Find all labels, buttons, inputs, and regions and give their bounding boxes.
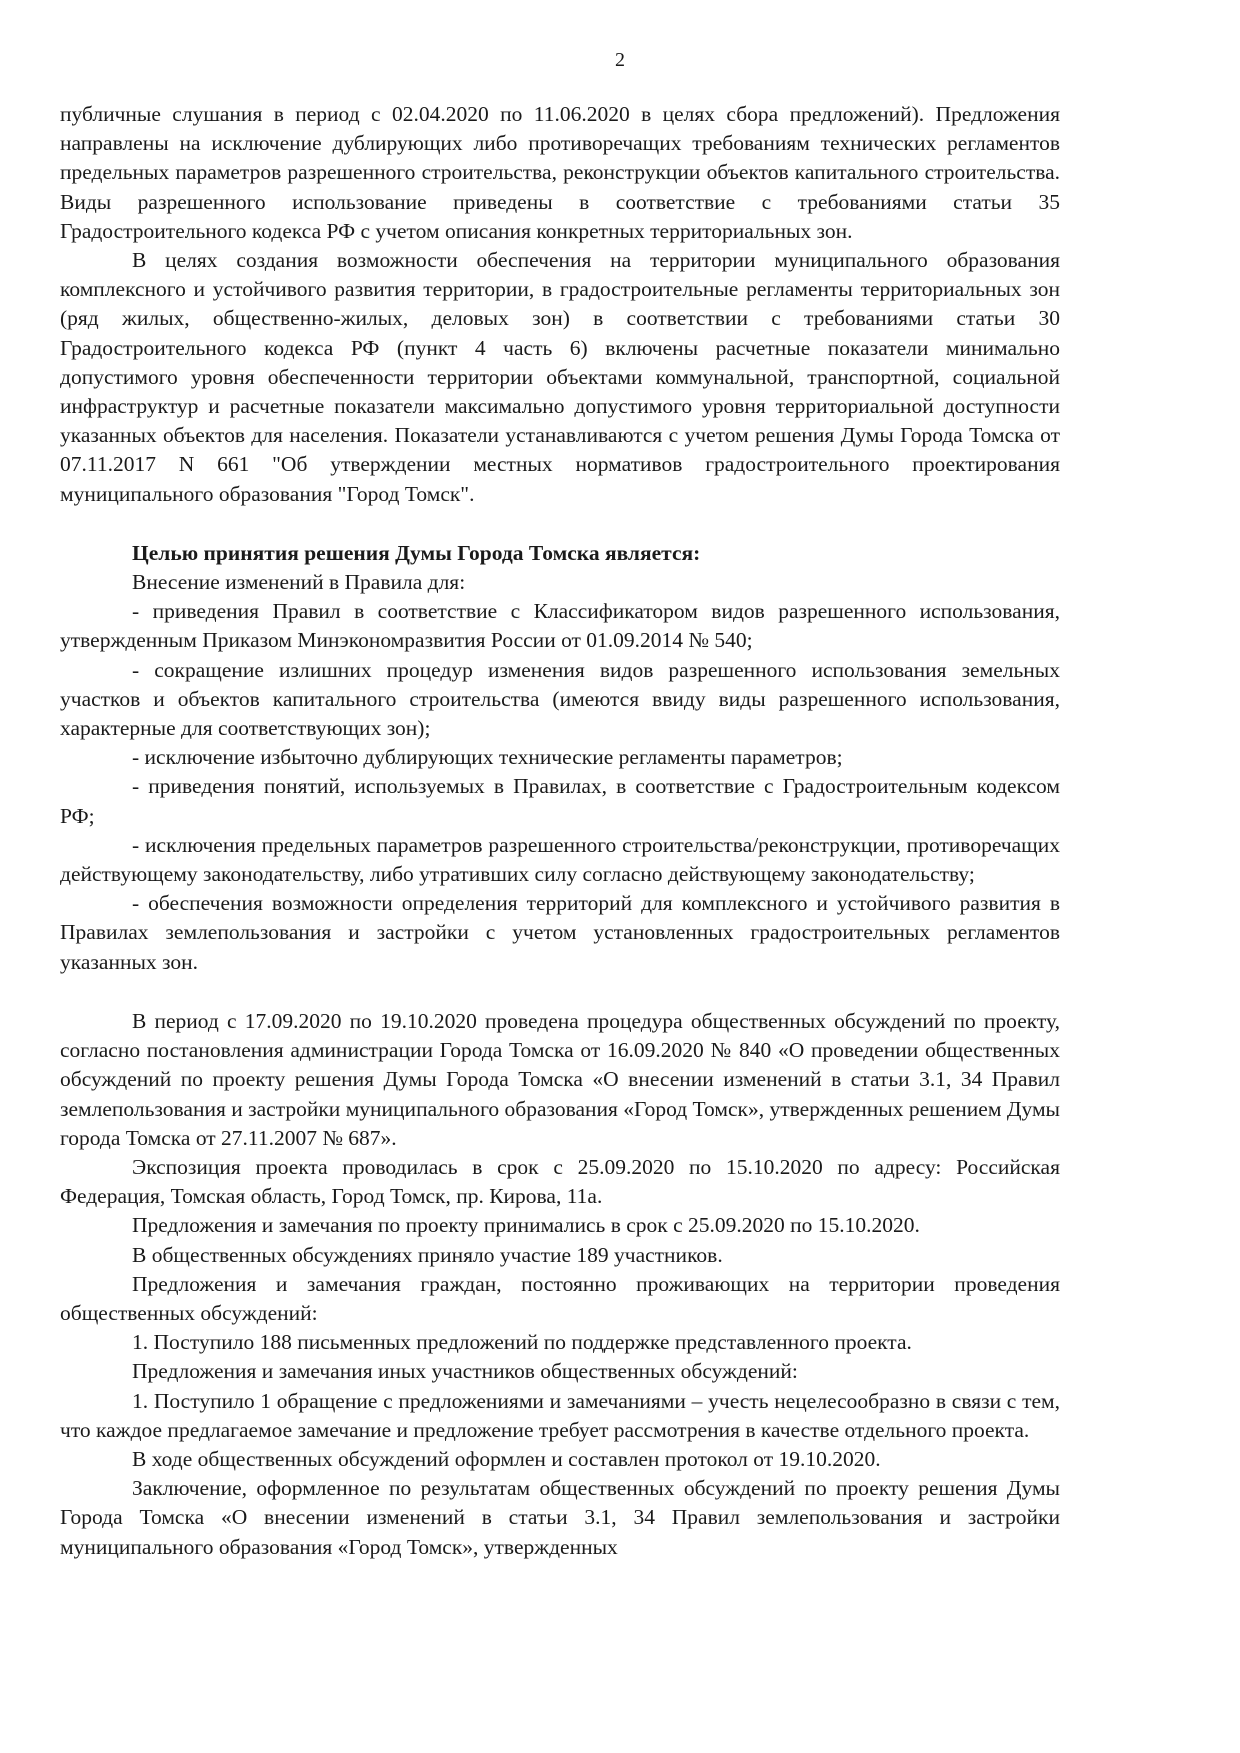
paragraph-exposition: Экспозиция проекта проводилась в срок с 25.09.2020 по 15.10.2020 по адресу: Российская Федерация, Томская область, Город Томск, пр. Кирова, 11а.	[60, 1154, 1060, 1209]
paragraph-changes-intro: Внесение изменений в Правила для:	[132, 570, 466, 595]
paragraph-complex-development: В целях создания возможности обеспечения на территории муниципального образования комплексного и устойчивого развития территории, в градостроительные регламенты территориальных зон (ряд жилых, общественно-жилых, деловых зон) в соответствии с требованиями статьи 30 Градостроительного кодекса РФ (пункт 4 часть 6) включены расчетные показатели минимально допустимого уровня обеспеченности территории объектами коммунальной, транспортной, социальной инфраструктур и расчетные показатели максимально допустимого уровня территориальной доступности указанных объектов для населения. Показатели устанавливаются с учетом решения Думы Города Томска от 07.11.2017 N 661 "Об утверждении местных нормативов градостроительного проектирования муниципального образования "Город Томск".	[60, 248, 1060, 506]
list-item-procedures: - сокращение излишних процедур изменения видов разрешенного использования земельных участков и объектов капитального строительства (имеются ввиду виды разрешенного использования, характерные для соответствующих зон);	[60, 657, 1060, 741]
paragraph-public-hearings: публичные слушания в период с 02.04.2020 по 11.06.2020 в целях сбора предложений). Предложения направлены на исключение дублирующих либо противоречащих требованиям технических регламентов предельных параметров разрешенного строительства, реконструкции объектов капитального строительства. Виды разрешенного использование приведены в соответствие с требованиями статьи 35 Градостроительного кодекса РФ с учетом описания конкретных территориальных зон.	[60, 102, 1060, 243]
list-item-classifier: - приведения Правил в соответствие с Классификатором видов разрешенного использования, утвержденным Приказом Минэкономразвития России от 01.09.2014 № 540;	[60, 599, 1060, 653]
paragraph-other-participants: Предложения и замечания иных участников общественных обсуждений:	[132, 1359, 798, 1384]
paragraph-conclusion: Заключение, оформленное по результатам общественных обсуждений по проекту решения Думы Города Томска «О внесении изменений в статьи 3.1, 34 Правил землепользования и застройки муниципального образования «Город Томск», утвержденных	[60, 1476, 1060, 1559]
paragraph-public-discussion-period: В период с 17.09.2020 по 19.10.2020 проведена процедура общественных обсуждений по проекту, согласно постановления администрации Города Томска от 16.09.2020 № 840 «О проведении общественных обсуждений по проекту решения Думы Города Томска «О внесении изменений в статьи 3.1, 34 Правил землепользования и застройки муниципального образования «Город Томск», утвержденных решением Думы города Томска от 27.11.2007 № 687».	[60, 1008, 1060, 1150]
paragraph-participants: В общественных обсуждениях приняло участие 189 участников.	[132, 1242, 723, 1267]
paragraph-protocol: В ходе общественных обсуждений оформлен и составлен протокол от 19.10.2020.	[132, 1446, 881, 1471]
list-item-concepts: - приведения понятий, используемых в Правилах, в соответствие с Градостроительным кодексом РФ;	[60, 774, 1060, 828]
document-body	[60, 100, 1060, 1562]
page-number: 2	[615, 49, 625, 71]
list-item-duplicates: - исключение избыточно дублирующих технические регламенты параметров;	[132, 745, 843, 770]
list-item-citizen-support: 1. Поступило 188 письменных предложений по поддержке представленного проекта.	[132, 1330, 912, 1355]
list-item-limit-parameters: - исключения предельных параметров разрешенного строительства/реконструкции, противоречащих действующему законодательству, либо утративших силу согласно действующему законодательству;	[60, 832, 1060, 887]
paragraph-citizen-proposals: Предложения и замечания граждан, постоянно проживающих на территории проведения общественных обсуждений:	[60, 1271, 1060, 1325]
paragraph-proposals-period: Предложения и замечания по проекту принимались в срок с 25.09.2020 по 15.10.2020.	[132, 1213, 920, 1238]
section-heading-goal: Целью принятия решения Думы Города Томска является:	[132, 540, 701, 565]
list-item-territories: - обеспечения возможности определения территорий для комплексного и устойчивого развития в Правилах землепользования и застройки с учетом установленных градостроительных регламентов указанных зон.	[60, 891, 1060, 974]
list-item-other-appeal: 1. Поступило 1 обращение с предложениями и замечаниями – учесть нецелесообразно в связи с тем, что каждое предлагаемое замечание и предложение требует рассмотрения в качестве отдельного проекта.	[60, 1388, 1060, 1442]
